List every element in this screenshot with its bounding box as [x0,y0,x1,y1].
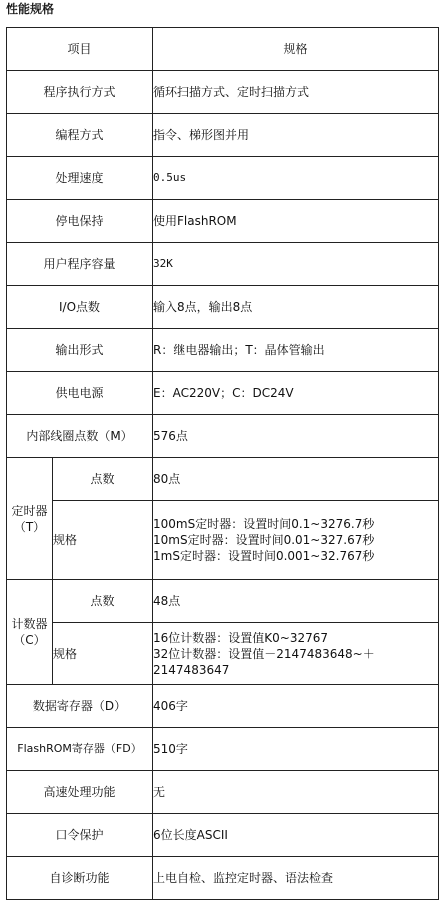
row-value: 无 [153,771,439,814]
row-label: 口令保护 [7,814,153,857]
header-spec: 规格 [153,28,439,71]
row-label: 高速处理功能 [7,771,153,814]
row-value: 指令、梯形图并用 [153,114,439,157]
row-value: 406字 [153,685,439,728]
counter-spec-label: 规格 [53,623,153,685]
timer-group-code: （T） [13,519,46,534]
timer-spec-line: 1mS定时器：设置时间0.001~32.767秒 [153,549,375,563]
row-label: 自诊断功能 [7,857,153,900]
table-row [7,685,439,728]
counter-spec-line: 32位计数器：设置值－2147483648~＋2147483647 [153,646,375,677]
row-value: 510字 [153,728,439,771]
row-value: 循环扫描方式、定时扫描方式 [153,71,439,114]
row-label: 处理速度 [7,157,153,200]
row-value: 使用FlashROM [153,200,439,243]
row-label: 数据寄存器（D） [7,685,153,728]
row-value: 上电自检、监控定时器、语法检查 [153,857,439,900]
timer-points-label: 点数 [53,458,153,501]
row-value: 0.5us [153,157,439,200]
row-label: 程序执行方式 [7,71,153,114]
timer-group-name: 定时器 [11,503,48,518]
counter-spec-row [7,623,439,685]
row-label: FlashROM寄存器（FD） [7,728,153,771]
row-value: 6位长度ASCII [153,814,439,857]
header-item: 项目 [7,28,153,71]
table-row [7,329,439,372]
table-row [7,415,439,458]
row-label: 编程方式 [7,114,153,157]
row-value: 576点 [153,415,439,458]
table-row [7,728,439,771]
table-row [7,114,439,157]
timer-points-row [7,458,439,501]
timer-spec-row [7,501,439,580]
page-title: 性能规格 [6,2,55,16]
timer-spec-value [153,501,439,580]
row-label: 用户程序容量 [7,243,153,286]
timer-spec-label: 规格 [53,501,153,580]
table-header-row [7,28,439,71]
table-row [7,200,439,243]
row-label: I/O点数 [7,286,153,329]
row-label: 输出形式 [7,329,153,372]
table-row [7,157,439,200]
row-label: 内部线圈点数（M） [7,415,153,458]
row-label: 供电电源 [7,372,153,415]
counter-group-code: （C） [13,633,46,647]
timer-spec-line: 10mS定时器：设置时间0.01~327.67秒 [153,533,375,547]
counter-spec-value [153,623,439,685]
counter-points-row [7,580,439,623]
counter-points-label: 点数 [53,580,153,623]
spec-table [6,27,439,900]
counter-points-value: 48点 [153,580,439,623]
timer-spec-line: 100mS定时器：设置时间0.1~3276.7秒 [153,517,375,531]
row-value: E：AC220V；C：DC24V [153,372,439,415]
row-value: R：继电器输出；T：晶体管输出 [153,329,439,372]
table-row [7,814,439,857]
table-row [7,372,439,415]
counter-group-name: 计数器 [11,617,48,631]
counter-group-label [7,580,53,685]
table-row [7,857,439,900]
table-row [7,286,439,329]
row-value: 32K [153,243,439,286]
table-row [7,771,439,814]
timer-points-value: 80点 [153,458,439,501]
row-label: 停电保持 [7,200,153,243]
row-value: 输入8点，输出8点 [153,286,439,329]
table-row [7,243,439,286]
timer-group-label [7,458,53,580]
counter-spec-line: 16位计数器：设置值K0~32767 [153,630,329,645]
table-row [7,71,439,114]
